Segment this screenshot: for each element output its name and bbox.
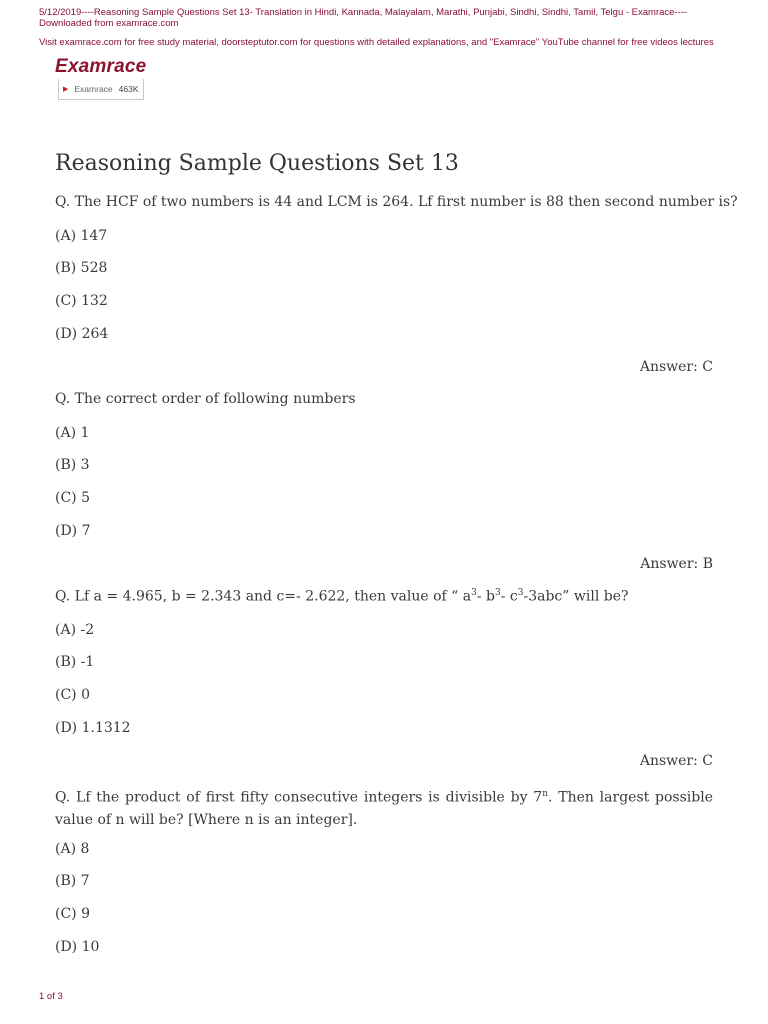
question-1: Q. The HCF of two numbers is 44 and LCM is 264. Lf first number is 88 then second number is? [55,194,738,210]
question-4-option-b: (B) 7 [55,873,90,889]
download-header: 5/12/2019----Reasoning Sample Questions Set 13- Translation in Hindi, Kannada, Malayalam, Marathi, Punjabi, Sindhi, Sindhi, Tamil, Telgu - Examrace----Downloaded from examrace.com [39,7,688,29]
question-2-answer: Answer: B [640,556,713,572]
question-1-option-c: (C) 132 [55,293,108,309]
play-icon: ▶ [63,86,69,93]
question-4-option-c: (C) 9 [55,906,90,922]
question-4-text-a: Q. Lf the product of first fifty consecutive integers is divisible by 7 [55,789,543,806]
question-1-answer: Answer: C [639,359,713,375]
question-3-option-b: (B) -1 [55,654,95,670]
question-3-option-d: (D) 1.1312 [55,720,131,736]
question-2-option-a: (A) 1 [55,425,90,441]
promo-header: Visit examrace.com for free study material, doorsteptutor.com for questions with detailed explanations, and "Examrace" YouTube channel for free videos lectures [39,37,714,48]
youtube-subscribe-widget[interactable] [58,79,144,100]
question-3-answer: Answer: C [639,753,713,769]
question-1-option-a: (A) 147 [55,228,108,244]
question-3-text-b: - b [476,588,495,605]
page-number: 1 of 3 [39,991,63,1002]
question-3-sup-c: 3 [517,588,524,598]
question-2-option-d: (D) 7 [55,523,91,539]
question-4-text-b: . Then largest possible value of n will be? [Where n is an integer]. [55,789,713,828]
question-2: Q. The correct order of following numbers [55,391,356,407]
question-3 [55,588,629,605]
question-3-sup-a: 3 [471,588,477,598]
youtube-channel-name: Examrace [74,84,113,94]
question-4 [55,783,713,831]
page-title: Reasoning Sample Questions Set 13 [55,151,459,176]
question-3-option-a: (A) -2 [55,622,95,638]
question-3-sup-b: 3 [494,588,501,598]
question-1-option-d: (D) 264 [55,326,109,342]
question-1-option-b: (B) 528 [55,260,108,276]
subscriber-count: 463K [118,84,139,94]
question-3-option-c: (C) 0 [55,687,90,703]
question-2-option-c: (C) 5 [55,490,90,506]
question-4-option-a: (A) 8 [55,841,90,857]
question-4-option-d: (D) 10 [55,939,100,955]
question-4-sup: n [542,789,548,799]
question-3-text-a: Q. Lf a = 4.965, b = 2.343 and c=- 2.622, then value of “ a [55,588,472,605]
question-3-text-d: -3abc” will be? [523,588,629,605]
question-2-option-b: (B) 3 [55,457,90,473]
question-3-text-c: - c [500,588,518,605]
examrace-logo[interactable]: Examrace [55,56,147,77]
